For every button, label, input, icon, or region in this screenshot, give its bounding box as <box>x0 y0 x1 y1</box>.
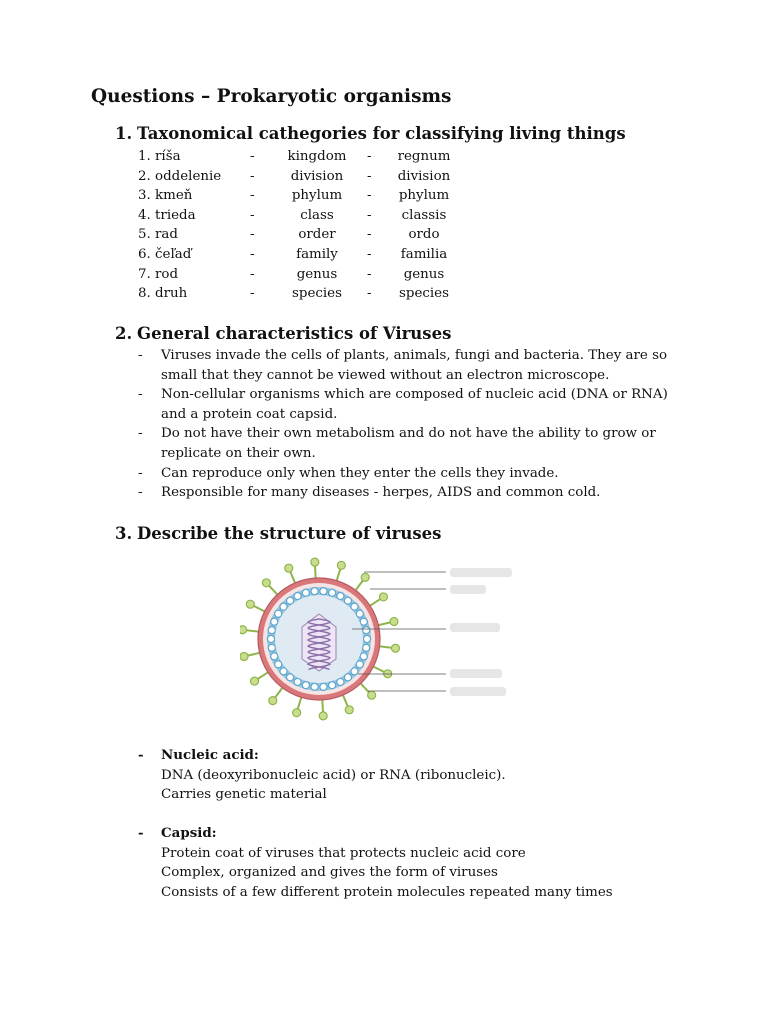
page-title: Questions – Prokaryotic organisms <box>91 86 452 107</box>
virus-structure-diagram <box>240 557 524 733</box>
english-term: class <box>300 207 334 223</box>
separator: - <box>250 168 255 184</box>
slovak-term: 8. druh <box>138 286 188 302</box>
blurred-label <box>450 687 506 696</box>
spike-head <box>390 618 398 626</box>
section-2-heading <box>115 324 451 343</box>
latin-term: division <box>397 168 451 184</box>
spike-head <box>240 626 247 634</box>
list-item <box>138 464 678 484</box>
spike-head <box>262 579 270 587</box>
separator: - <box>250 266 255 282</box>
latin-term: familia <box>400 246 448 262</box>
capsomere <box>360 653 367 660</box>
separator: - <box>250 286 255 302</box>
taxonomy-table <box>138 147 498 304</box>
capsomere <box>280 603 287 610</box>
spike-head <box>379 593 387 601</box>
bullet-dash: - <box>138 825 144 841</box>
english-term: division <box>290 168 344 184</box>
taxonomy-row <box>138 186 498 206</box>
list-item-text: Viruses invade the cells of plants, animals, fungi and bacteria. They are so <box>161 348 668 363</box>
spike-head <box>269 697 277 705</box>
spike-head <box>246 600 254 608</box>
definition-line: Consists of a few different protein molecules repeated many times <box>161 884 613 900</box>
capsomere <box>356 610 363 617</box>
definition-line: Complex, organized and gives the form of viruses <box>161 865 498 881</box>
definition-line: Protein coat of viruses that protects nucleic acid core <box>161 845 526 861</box>
taxonomy-row <box>138 284 498 304</box>
capsomere <box>344 674 351 681</box>
capsomere <box>311 588 318 595</box>
separator: - <box>250 188 255 204</box>
slovak-term: 5. rad <box>138 227 178 243</box>
capsomere <box>271 618 278 625</box>
bullet-dash: - <box>138 387 143 403</box>
separator: - <box>250 207 255 223</box>
hidden-labels <box>450 568 512 696</box>
spike-head <box>240 652 248 660</box>
separator: - <box>250 246 255 262</box>
capsomere <box>356 661 363 668</box>
separator: - <box>250 227 255 243</box>
capsomere <box>268 644 275 651</box>
definition-capsid <box>138 824 658 902</box>
term-label: Capsid: <box>161 825 217 841</box>
separator: - <box>367 266 372 282</box>
capsomere <box>294 592 301 599</box>
section-number: 3. <box>115 524 133 543</box>
capsomere <box>294 678 301 685</box>
english-term: species <box>292 286 342 302</box>
slovak-term: 1. ríša <box>138 149 181 164</box>
separator: - <box>250 149 255 164</box>
section-1-heading <box>115 124 626 143</box>
separator: - <box>367 188 372 204</box>
list-item <box>138 483 678 503</box>
capsomere <box>351 603 358 610</box>
spike-head <box>368 691 376 699</box>
capsomere <box>363 635 370 642</box>
spike-head <box>337 561 345 569</box>
capsomere <box>329 589 336 596</box>
taxonomy-row <box>138 245 498 265</box>
capsomere <box>275 661 282 668</box>
capsomere <box>360 618 367 625</box>
capsomere <box>267 635 274 642</box>
separator: - <box>367 168 372 184</box>
capsomere <box>363 627 370 634</box>
virus-characteristics-list <box>138 346 678 503</box>
capsomere <box>320 683 327 690</box>
spike-head <box>391 644 399 652</box>
spike-head <box>345 706 353 714</box>
english-term: order <box>298 227 336 243</box>
blurred-label <box>450 568 512 577</box>
bullet-dash: - <box>138 465 143 481</box>
list-item-text: Non-cellular organisms which are composed of nucleic acid (DNA or RNA) <box>161 387 668 403</box>
capsomere <box>351 668 358 675</box>
taxonomy-row <box>138 167 498 187</box>
separator: - <box>367 246 372 262</box>
definition-line: Carries genetic material <box>161 787 327 803</box>
spike-head <box>251 677 259 685</box>
list-item-text: and a protein coat capsid. <box>161 406 338 422</box>
list-item-text: Do not have their own metabolism and do not have the ability to grow or <box>161 426 656 442</box>
capsomere <box>268 627 275 634</box>
definition-line: DNA (deoxyribonucleic acid) or RNA (ribonucleic). <box>161 767 506 783</box>
spike-head <box>293 709 301 717</box>
list-item-text: small that they cannot be viewed without an electron microscope. <box>161 367 610 383</box>
slovak-term: 4. trieda <box>138 207 196 223</box>
blurred-label <box>450 585 486 594</box>
section-title: Taxonomical cathegories for classifying living things <box>137 124 626 143</box>
separator: - <box>367 149 372 164</box>
section-number: 1. <box>115 124 133 143</box>
english-term: family <box>296 246 338 262</box>
latin-term: genus <box>403 266 445 282</box>
slovak-term: 2. oddelenie <box>138 168 222 184</box>
capsomere <box>320 588 327 595</box>
separator: - <box>367 207 372 223</box>
slovak-term: 6. čeľaď <box>138 246 192 262</box>
slovak-term: 7. rod <box>138 266 179 282</box>
definition-nucleic-acid <box>138 746 658 805</box>
latin-term: species <box>399 286 449 302</box>
blurred-label <box>450 669 502 678</box>
list-item-text: Responsible for many diseases - herpes, AIDS and common cold. <box>161 485 601 501</box>
taxonomy-row <box>138 147 498 167</box>
taxonomy-row <box>138 265 498 285</box>
capsomere <box>302 589 309 596</box>
bullet-dash: - <box>138 348 143 363</box>
latin-term: phylum <box>398 188 450 204</box>
latin-term: ordo <box>408 227 440 243</box>
separator: - <box>367 286 372 302</box>
capsomere <box>286 597 293 604</box>
slovak-term: 3. kmeň <box>138 188 193 204</box>
taxonomy-row <box>138 225 498 245</box>
list-item-text: Can reproduce only when they enter the cells they invade. <box>161 465 559 481</box>
section-title: Describe the structure of viruses <box>137 524 442 543</box>
latin-term: regnum <box>397 149 451 164</box>
list-item <box>138 424 678 463</box>
list-item <box>138 385 678 424</box>
capsomere <box>280 668 287 675</box>
spike-head <box>319 712 327 720</box>
section-3-heading <box>115 524 441 543</box>
capsomere <box>275 610 282 617</box>
list-item-text: replicate on their own. <box>161 445 316 461</box>
capsomere <box>311 683 318 690</box>
definition-term <box>138 746 658 766</box>
bullet-dash: - <box>138 485 143 501</box>
section-number: 2. <box>115 324 133 343</box>
spike-head <box>311 558 319 566</box>
spike-head <box>361 573 369 581</box>
taxonomy-row <box>138 206 498 226</box>
capsomere <box>271 653 278 660</box>
blurred-label <box>450 623 500 632</box>
latin-term: classis <box>401 207 447 223</box>
capsomere <box>302 682 309 689</box>
definition-term <box>138 824 658 844</box>
term-label: Nucleic acid: <box>161 747 259 763</box>
bullet-dash: - <box>138 426 143 442</box>
capsomere <box>337 678 344 685</box>
bullet-dash: - <box>138 747 144 763</box>
capsomere <box>363 644 370 651</box>
english-term: kingdom <box>287 149 347 164</box>
english-term: genus <box>296 266 338 282</box>
capsomere <box>344 597 351 604</box>
capsomere <box>286 674 293 681</box>
separator: - <box>367 227 372 243</box>
english-term: phylum <box>291 188 343 204</box>
spike-head <box>285 564 293 572</box>
capsomere <box>337 592 344 599</box>
list-item <box>138 346 678 385</box>
virus-illustration <box>240 557 524 733</box>
section-title: General characteristics of Viruses <box>137 324 452 343</box>
capsomere <box>329 682 336 689</box>
